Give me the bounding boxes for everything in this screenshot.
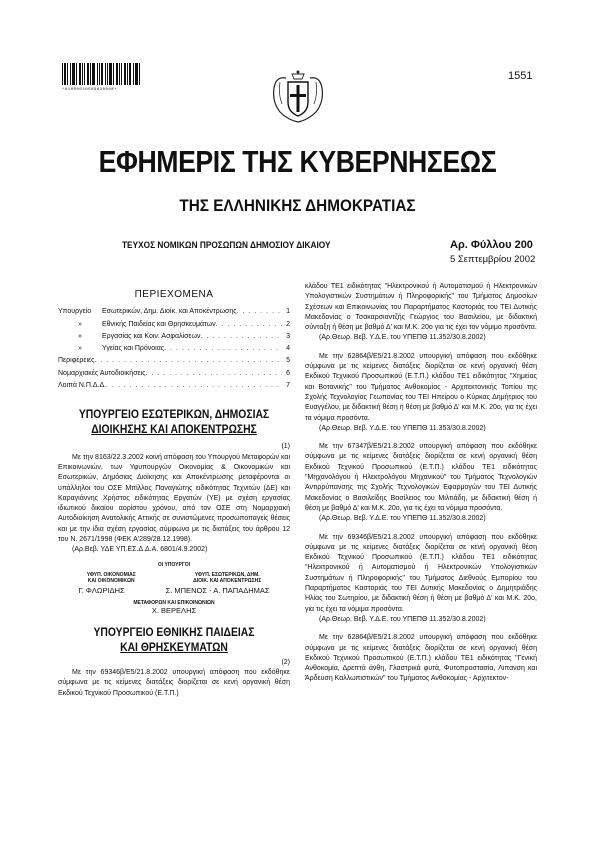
- table-of-contents: [58, 306, 290, 392]
- toc-page: 4: [286, 345, 290, 353]
- toc-page: 5: [286, 357, 290, 365]
- toc-leader: [237, 306, 282, 318]
- toc-entry: Εθνικής Παιδείας και Θρησκευμάτων: [102, 320, 216, 328]
- toc-entry: Εργασίας και Κοιν. Ασφαλίσεων: [102, 332, 201, 340]
- decision-reference: (Αρ.Βεβ. ΥΔΕ ΥΠ.ΕΣ.Δ.Δ.Α. 6801/4.9.2002): [72, 546, 208, 554]
- signatory-name: Σ. ΜΠΕΝΟΣ - Α. ΠΑΠΑΔΗΜΑΣ: [165, 585, 270, 595]
- signatory-names: [58, 586, 290, 596]
- decision-text: Με την 62864β/Ε5/21.8.2002 υπουργική απόφαση που εκδόθηκε σύμφωνα με τις κείμενες διατάξεις διορίζεται σε κενή οργανική θέση Εκδικού Τεχνικού Προσωπικού (Ε.Τ.Π.) κλάδου ΤΕ1 ειδικότητας "Γενική Ανθοκομία, Δρεπτά άνθη, Γλαστρικά φυτά, Φυτοπροστασία, Λιπανση και Άρδευση Καλλωπιστικών" του Τμήματος Ανθοκομίας - Αρχιτεκτον-: [305, 634, 537, 683]
- toc-leader: [146, 368, 282, 380]
- decision-reference: (Αρ.Θεωρ. Βεβ. Υ.Δ.Ε. του ΥΠΕΠΘ 11.352/30.8.2002): [319, 515, 486, 523]
- ministry-heading: [70, 408, 279, 438]
- ministry-heading-line: ΥΠΟΥΡΓΕΙΟ ΕΣΩΤΕΡΙΚΩΝ, ΔΗΜΟΣΙΑΣ: [78, 409, 270, 422]
- decision-text: κλάδου ΤΕ1 ειδικότητας "Ηλεκτρονικού ή Αυτοματισμού ή Ηλεκτρονικών Υπολογιστικών Συστημάτων ή Πληροφορικής" του Τμήματος Δημοσίων Σχέσεων και Επικοινωνίας του Παραρτήματος Καστοριάς του ΤΕΙ Δυτικής Μακεδονίας ο Τσακαρσιαντζής Γεώργιος του Βασιλείου, με διδακτική σύνταξη ή θέση με βαθμό Δ' και Μ.Κ. 20ο για τις έχει τον νόμιμο προσόντα.: [305, 283, 537, 332]
- signatory-role-left: ΥΦΥΠ. ΟΙΚΟΝΟΜΙΑΣ ΚΑΙ ΟΙΚΟΝΟΜΙΚΩΝ: [86, 571, 136, 584]
- toc-entry: Εσωτερικών, Δημ. Διοίκ. και Αποκέντρωσης: [102, 308, 237, 316]
- toc-entry: Λοιπά Ν.Π.Δ.Δ.: [58, 382, 107, 390]
- signatories-label: ΟΙ ΥΠΟΥΡΓΟΙ: [157, 561, 191, 568]
- decision-reference: (Αρ.Θεωρ. Βεβ. Υ.Δ.Ε. του ΥΠΕΠΘ 11.352/30.8.2002): [319, 334, 486, 342]
- toc-page: 7: [286, 382, 290, 390]
- sheet-number: Αρ. Φύλλου 200: [450, 239, 533, 251]
- decision-reference: (Αρ.Θεωρ. Βεβ. Υ.Δ.Ε. του ΥΠΕΠΘ 11.352/30.8.2002): [319, 615, 486, 623]
- toc-entry: Υγείας και Πρόνοιας: [102, 345, 165, 353]
- toc-row[interactable]: [58, 355, 290, 367]
- signatory-roles: [58, 572, 290, 584]
- toc-row[interactable]: [58, 331, 290, 343]
- coat-of-arms-icon: [270, 68, 326, 126]
- barcode-number: *01000030509020008*: [62, 88, 118, 92]
- toc-row[interactable]: [58, 380, 290, 392]
- toc-leader: [200, 331, 282, 343]
- toc-leader: [106, 380, 282, 392]
- toc-page: 1: [286, 308, 290, 316]
- toc-page: 6: [286, 369, 290, 377]
- decision-number: (2): [281, 658, 290, 666]
- decision-text: Με την 62864β/Ε5/21.8.2002 υπουργική απόφαση που εκδόθηκε σύμφωνα με τις κείμενες διατάξεις διορίζεται σε κενή οργανική θέση Εκδικού Τεχνικού Προσωπικού (Ε.Τ.Π.) κλάδου ΤΕ1 ειδικότητας "Χημείας και Βοτανικής" του Τμήματος Ανθοκομίας - Αρχιτεκτονικής Τοπίου της Σχολής Τεχνολογίας Γεωπονίας του ΤΕΙ Ηπείρου ο Κύρκας Δημήτριος του Ευαγγέλου, με διδακτική θέση ή θέση με βαθμό Δ' και Μ.Κ. 20ο, για τις έχει τα νόμιμα προσόντα.: [305, 352, 537, 422]
- signatory-role-right: ΥΦΥΠ. ΕΣΩΤΕΡΙΚΩΝ, ΔΗΜ. ΔΙΟΙΚ. ΚΑΙ ΑΠΟΚΕΝΤΡΩΣΗΣ: [193, 571, 262, 584]
- ministry-heading-line: ΚΑΙ ΘΡΗΣΚΕΥΜΑΤΩΝ: [120, 641, 228, 654]
- gazette-title: ΕΦΗΜΕΡΙΣ ΤΗΣ ΚΥΒΕΡΝΗΣΕΩΣ: [98, 144, 497, 179]
- page-number: 1551: [508, 70, 533, 82]
- toc-lead: »: [78, 320, 82, 328]
- right-column: [305, 282, 537, 685]
- issue-date: 5 Σεπτεμβρίου 2002: [450, 254, 536, 265]
- decision-number: (1): [281, 443, 290, 451]
- toc-row[interactable]: [58, 343, 290, 355]
- toc-title: ΠΕΡΙΕΧΟΜΕΝΑ: [134, 289, 214, 300]
- toc-page: 2: [286, 320, 290, 328]
- decision-text: Με την 8163/22.3.2002 κοινή απόφαση του Υπουργού Μεταφορών και Επικοινωνιών, των Υφυπουργών Οικονομίας & Οικονομικών και Εσωτερικών, Δημόσιας Διοίκησης και Αποκέντρωσης μεταφέρονται οι υπάλληλοι του ΟΣΕ Μπίλλος Παναγιώτης ειδικότητας Τεχνιτών (ΔΕ) και Καραγιάννης Χρήστος ειδικότητας Εργατών (ΥΕ) με σχέση εργασίας ιδιωτικού δικαίου αορίστου χρόνου, από τον ΟΣΕ στη Νομαρχιακή Αυτοδιοίκηση Ανατολικής Αττικής σε συνιστώμενες προσωποπαγείς θέσεις και με την ίδια σχέση εργασίας σύμφωνα με τις διατάξεις του άρθρου 12 του Ν. 2671/1998 (ΦΕΚ Α'289/28.12.1998).: [58, 453, 290, 544]
- toc-leader: [164, 343, 282, 355]
- left-column: [58, 290, 290, 699]
- signatory-name: Χ. ΒΕΡΕΛΗΣ: [151, 605, 197, 615]
- ministry-heading-line: ΥΠΟΥΡΓΕΙΟ ΕΘΝΙΚΗΣ ΠΑΙΔΕΙΑΣ: [93, 626, 255, 639]
- toc-row[interactable]: [58, 306, 290, 318]
- toc-page: 3: [286, 332, 290, 340]
- decision-reference: (Αρ.Θεωρ. Βεβ. Υ.Δ.Ε. του ΥΠΕΠΘ 11.353/30.8.2002): [319, 424, 486, 432]
- toc-leader: [216, 319, 282, 331]
- toc-entry: Νομαρχιακές Αυτοδιοικήσεις: [58, 369, 146, 377]
- signatory-role: ΜΕΤΑΦΟΡΩΝ ΚΑΙ ΕΠΙΚΟΙΝΩΝΙΩΝ: [133, 599, 215, 606]
- decision-text: Με την 69346β/Ε5/21.8.2002 υπουργική απόφαση που εκδόθηκε σύμφωνα με τις κείμενες διατάξεις διορίζεται σε κενή οργανική θέση Εκδικού Τεχνικού Προσωπικού (Ε.Τ.Π.) κλάδου ΤΕ1 ειδικότητας "Ηλεκτρονικού ή Αυτοματισμού ή Ηλεκτρονικών Υπολογιστικών Συστημάτων ή Πληροφορικής" του Τμήματος Διεθνούς Εμπορίου του Παραρτήματος Καστοριάς του ΤΕΙ Δυτικής Μακεδονίας ο Δημητριάδης Ηλίας του Σωτηρίου, με διδακτική θέση ή θέση με βαθμό Δ' και Μ.Κ. 20ο, για τις έχει τα νόμιμα προσόντα.: [305, 533, 537, 613]
- toc-row[interactable]: [58, 368, 290, 380]
- toc-lead: »: [78, 345, 82, 353]
- ministry-heading: [70, 626, 279, 656]
- toc-entry: Περιφέρειες: [58, 357, 95, 365]
- decision-text: Με την 69346β/Ε5/21.8.2002 υπουργική απόφαση που εκδόθηκε σύμφωνα με τις κείμενες διατάξεις διορίζεται σε κενή οργανική θέση Εκδικού Τεχνικού Προσωπικού (Ε.Τ.Π.): [58, 668, 290, 697]
- ministry-heading-line: ΔΙΟΙΚΗΣΗΣ ΚΑΙ ΑΠΟΚΕΝΤΡΩΣΗΣ: [91, 424, 257, 437]
- barcode: [62, 63, 150, 85]
- issue-section: ΤΕΥΧΟΣ ΝΟΜΙΚΩΝ ΠΡΟΣΩΠΩΝ ΔΗΜΟΣΙΟΥ ΔΙΚΑΙΟΥ: [122, 240, 331, 250]
- toc-leader: [95, 355, 282, 367]
- signatory-name: Γ. ΦΛΩΡΙΔΗΣ: [78, 585, 125, 595]
- toc-lead: »: [78, 332, 82, 340]
- gazette-subtitle: ΤΗΣ ΕΛΛΗΝΙΚΗΣ ΔΗΜΟΚΡΑΤΙΑΣ: [179, 196, 416, 215]
- toc-lead: Υπουργείο: [58, 308, 92, 316]
- toc-row[interactable]: [58, 319, 290, 331]
- decision-text: Με την 67347β/Ε5/21.8.2002 υπουργική απόφαση που εκδόθηκε σύμφωνα με τις κείμενες διατάξεις διορίζεται σε κενή οργανική θέση Εκδικού Τεχνικού Προσωπικού (Ε.Τ.Π.) κλάδου ΤΕ1 ειδικότητας "Μηχανολόγου ή Ηλεκτρολόγου Μηχανικού" του Τμήματος Τεχνολογιών Αντιρρύπανσης της Σχολής Τεχνολογικών Εφαρμογών του ΤΕΙ Δυτικής Μακεδονίας ο Βασιλείδης Βασίλειος του Μιλτιάδη, με διδακτική θέση ή θέση με βαθμό Δ' και Μ.Κ. 20ο, για τις έχει τα νόμιμα προσόντα.: [305, 443, 537, 512]
